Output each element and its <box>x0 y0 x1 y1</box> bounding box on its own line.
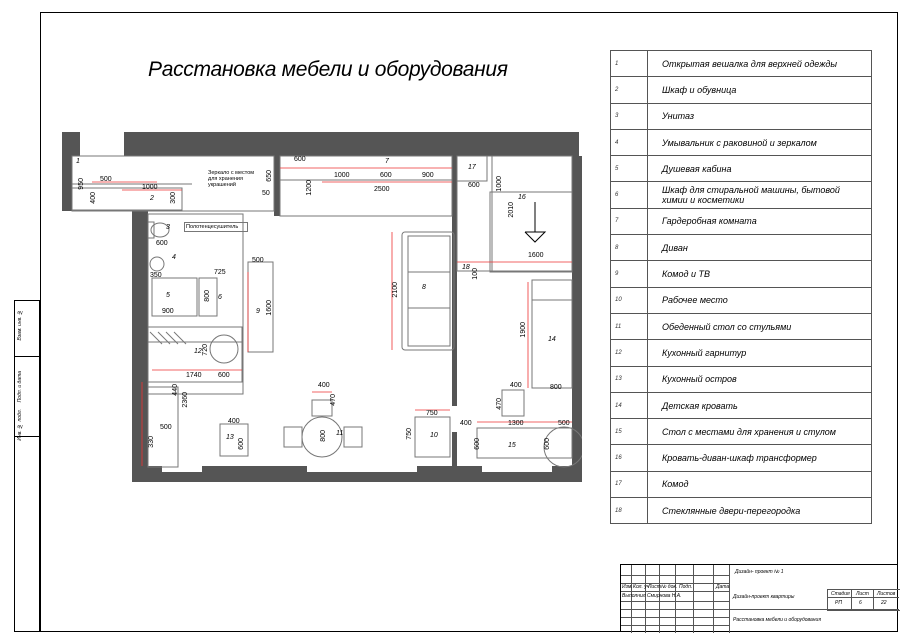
wall <box>572 156 582 466</box>
dim: 1000 <box>496 176 503 192</box>
dim: 800 <box>550 384 562 391</box>
plan-label-13: 13 <box>226 434 234 441</box>
wall <box>274 156 280 216</box>
legend-text: Умывальник с раковиной и зеркалом <box>648 129 872 155</box>
legend-number: 17 <box>611 471 648 497</box>
stamp-sheet: 6 <box>859 600 862 606</box>
legend-row <box>611 77 872 103</box>
dim: 1600 <box>528 252 544 259</box>
dim: 400 <box>90 192 97 204</box>
legend-number: 11 <box>611 313 648 339</box>
plan-label-1: 1 <box>76 158 80 165</box>
side-stamp-strip <box>14 300 40 632</box>
legend-number: 1 <box>611 51 648 77</box>
legend-number: 7 <box>611 208 648 234</box>
dim: 100 <box>472 268 479 280</box>
legend-row <box>611 313 872 339</box>
legend-number: 5 <box>611 156 648 182</box>
legend-number: 6 <box>611 182 648 208</box>
stamp-sheet-label: Лист <box>856 591 869 597</box>
legend-text: Стол с местами для хранения и стулом <box>648 419 872 445</box>
sink-4 <box>150 257 164 271</box>
wall <box>132 210 148 482</box>
legend-number: 13 <box>611 366 648 392</box>
dim: 1000 <box>142 184 158 191</box>
legend-text: Кровать-диван-шкаф трансформер <box>648 445 872 471</box>
legend-row <box>611 498 872 524</box>
legend-text: Шкаф и обувница <box>648 77 872 103</box>
plan-label-17: 17 <box>468 164 476 171</box>
plan-label-11: 11 <box>336 430 344 437</box>
stamp-stage: РП <box>835 600 842 606</box>
dim: 1200 <box>306 180 313 196</box>
legend-row <box>611 471 872 497</box>
stamp-header: Изм. <box>622 584 633 590</box>
stamp-sheets-label: Листов <box>877 591 896 597</box>
plan-label-5: 5 <box>166 292 170 299</box>
dim: 2100 <box>392 282 399 298</box>
legend-text: Комод и ТВ <box>648 261 872 287</box>
legend-row <box>611 208 872 234</box>
legend-text: Душевая кабина <box>648 156 872 182</box>
dim: 600 <box>294 156 306 163</box>
stamp-executed-label: Выполнил <box>622 593 646 599</box>
dim: 50 <box>262 190 270 197</box>
dim: 400 <box>460 420 472 427</box>
stamp-header: Кол. уч <box>633 584 650 590</box>
legend-number: 2 <box>611 77 648 103</box>
legend-number: 16 <box>611 445 648 471</box>
legend-row <box>611 340 872 366</box>
stamp-header: № док. <box>661 584 678 590</box>
dim: 470 <box>330 394 337 406</box>
legend-text: Стеклянные двери-перегородка <box>648 498 872 524</box>
legend-text: Шкаф для стиральной машины, бытовой химии и косметики <box>648 182 872 208</box>
dim: 720 <box>202 344 209 356</box>
plan-label-4: 4 <box>172 254 176 261</box>
page-title: Расстановка мебели и оборудования <box>148 58 508 81</box>
plan-label-3: 3 <box>166 224 170 231</box>
legend-text: Унитаз <box>648 103 872 129</box>
legend-row <box>611 51 872 77</box>
dim: 330 <box>148 436 155 448</box>
dim: 300 <box>170 192 177 204</box>
legend-text: Гардеробная комната <box>648 208 872 234</box>
wall <box>62 156 72 211</box>
floor-plan <box>62 132 582 482</box>
legend-number: 8 <box>611 235 648 261</box>
plan-label-18: 18 <box>462 264 470 271</box>
dim: 350 <box>150 272 162 279</box>
stamp-header: Дата <box>716 584 730 590</box>
dryer-note: Полотенцесушитель <box>184 222 248 232</box>
legend-row <box>611 419 872 445</box>
plan-label-15: 15 <box>508 442 516 449</box>
legend-row <box>611 235 872 261</box>
legend-text: Открытая вешалка для верхней одежды <box>648 51 872 77</box>
legend-text: Обеденный стол со стульями <box>648 313 872 339</box>
title-block <box>620 564 898 632</box>
dim: 500 <box>558 420 570 427</box>
plan-label-6: 6 <box>218 294 222 301</box>
dim: 1900 <box>520 322 527 338</box>
legend-row <box>611 261 872 287</box>
dim: 500 <box>100 176 112 183</box>
dim: 750 <box>406 428 413 440</box>
dim: 600 <box>380 172 392 179</box>
legend-row <box>611 445 872 471</box>
plan-label-16: 16 <box>518 194 526 201</box>
dim: 1600 <box>266 300 273 316</box>
stamp-stage-label: Стадия <box>831 591 850 597</box>
legend-text: Кухонный остров <box>648 366 872 392</box>
plan-label-12: 12 <box>194 348 202 355</box>
wall <box>452 432 457 482</box>
legend-number: 18 <box>611 498 648 524</box>
dim: 900 <box>162 308 174 315</box>
legend-text: Диван <box>648 235 872 261</box>
chair-15 <box>502 390 524 416</box>
dim: 600 <box>474 438 481 450</box>
stamp-project2: Дизайн-проект квартиры <box>733 594 795 600</box>
side-label: Инв. № подл. <box>17 409 23 441</box>
dim: 600 <box>238 438 245 450</box>
dim: 440 <box>172 384 179 396</box>
dim: 400 <box>318 382 330 389</box>
stamp-sheet-title: Расстановка мебели и оборудования <box>733 617 821 623</box>
legend-row <box>611 392 872 418</box>
dim: 400 <box>228 418 240 425</box>
legend-number: 9 <box>611 261 648 287</box>
legend-text: Комод <box>648 471 872 497</box>
stamp-executed-name: Смирнова Н.А. <box>647 593 682 599</box>
stamp-sheets: 22 <box>881 600 887 606</box>
legend-text: Детская кровать <box>648 392 872 418</box>
dim: 1740 <box>186 372 202 379</box>
dim: 470 <box>496 398 503 410</box>
dim: 500 <box>160 424 172 431</box>
legend-row <box>611 182 872 208</box>
legend-number: 10 <box>611 287 648 313</box>
dim: 1300 <box>508 420 524 427</box>
legend-text: Кухонный гарнитур <box>648 340 872 366</box>
dim: 650 <box>266 170 273 182</box>
legend-table <box>610 50 872 524</box>
legend-row <box>611 366 872 392</box>
legend-row <box>611 129 872 155</box>
legend-text: Рабочее место <box>648 287 872 313</box>
dim: 2010 <box>508 202 515 218</box>
dim: 950 <box>78 178 85 190</box>
legend-number: 15 <box>611 419 648 445</box>
legend-row <box>611 156 872 182</box>
bed-14 <box>532 280 572 388</box>
wall <box>62 132 80 156</box>
wall <box>124 132 579 156</box>
dim: 600 <box>156 240 168 247</box>
dim: 2500 <box>374 186 390 193</box>
side-label: Взам. инв. № <box>17 309 23 341</box>
stamp-header: Подп. <box>679 584 693 590</box>
plan-label-9: 9 <box>256 308 260 315</box>
kitchen-sink <box>210 335 238 363</box>
plan-label-10: 10 <box>430 432 438 439</box>
plan-label-2: 2 <box>150 195 154 202</box>
plan-label-7: 7 <box>385 158 389 165</box>
dim: 1000 <box>334 172 350 179</box>
plan-label-14: 14 <box>548 336 556 343</box>
dim: 725 <box>214 269 226 276</box>
dim: 750 <box>426 410 438 417</box>
dim: 500 <box>252 257 264 264</box>
legend-row <box>611 287 872 313</box>
mirror-note: Зеркало с местом для хранения украшений <box>208 170 255 188</box>
shower-5 <box>152 278 197 316</box>
dim: 600 <box>544 438 551 450</box>
wardrobe-2 <box>72 188 182 210</box>
legend-number: 14 <box>611 392 648 418</box>
sofa-8 <box>402 232 454 350</box>
legend-row <box>611 103 872 129</box>
dim: 2360 <box>182 392 189 408</box>
dim: 600 <box>218 372 230 379</box>
plan-label-8: 8 <box>422 284 426 291</box>
stamp-header: Лист <box>648 584 661 590</box>
side-label: Подп. и дата <box>17 371 23 403</box>
legend-number: 4 <box>611 129 648 155</box>
dim: 400 <box>510 382 522 389</box>
legend-number: 12 <box>611 340 648 366</box>
dim: 800 <box>320 430 327 442</box>
stamp-project: Дизайн- проект № 1 <box>735 569 784 575</box>
dim: 800 <box>204 290 211 302</box>
legend-number: 3 <box>611 103 648 129</box>
desk-15 <box>477 428 572 458</box>
dim: 900 <box>422 172 434 179</box>
dim: 600 <box>468 182 480 189</box>
